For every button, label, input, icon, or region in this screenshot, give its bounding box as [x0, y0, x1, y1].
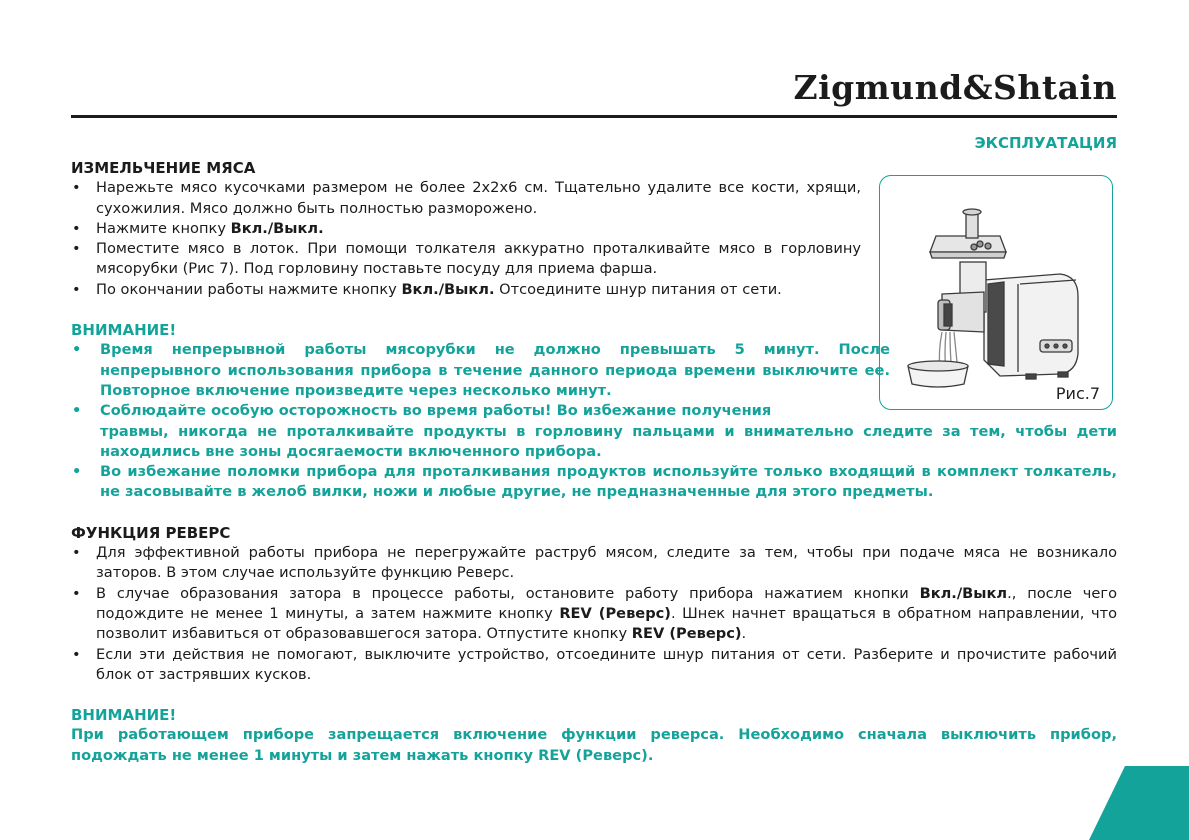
header-rule	[71, 115, 1117, 118]
reverse-warning-text: При работающем приборе запрещается включение функции реверса. Необходимо сначала выключить прибор, подождать не менее 1 минуты и затем нажать кнопку REV (Реверс).	[71, 726, 1117, 764]
list-item: • По окончании работы нажмите кнопку Вкл./Выкл. Отсоедините шнур питания от сети.	[71, 280, 861, 300]
section-label: ЭКСПЛУАТАЦИЯ	[974, 134, 1117, 152]
mincing-steps-list	[71, 178, 861, 300]
list-item: • Если эти действия не помогают, выключите устройство, отсоедините шнур питания от сети. Разберите и прочистите рабочий блок от застрявших кусков.	[71, 645, 1117, 686]
heading-meat-mincing: ИЗМЕЛЬЧЕНИЕ МЯСА	[71, 159, 256, 177]
reverse-steps-list	[71, 543, 1117, 685]
list-item: • Время непрерывной работы мясорубки не должно превышать 5 минут. После непрерывного использования прибора в течение данного периода времени выключите ее. Повторное включение произведите через несколько минут.	[71, 340, 890, 401]
list-item: • Соблюдайте особую осторожность во время работы! Во избежание получения травмы, никогда не проталкивайте продукты в горловину пальцами и внимательно следите за тем, чтобы дети находились вне зоны досягаемости включенного прибора.	[71, 401, 1117, 462]
figure-caption: Рис.7	[1055, 384, 1100, 403]
warning-list	[71, 340, 1117, 502]
heading-warning-2: ВНИМАНИЕ!	[71, 706, 177, 725]
page-corner-decoration	[1089, 766, 1189, 840]
heading-warning: ВНИМАНИЕ!	[71, 321, 177, 340]
list-item: • Во избежание поломки прибора для проталкивания продуктов используйте только входящий в комплект толкатель, не засовывайте в желоб вилки, ножи и любые другие, не предназначенные для этого предметы.	[71, 462, 1117, 503]
heading-reverse-function: ФУНКЦИЯ РЕВЕРС	[71, 523, 231, 542]
main-content	[71, 158, 1117, 766]
list-item: • Нажмите кнопку Вкл./Выкл.	[71, 219, 861, 239]
brand-logo: Zigmund&Shtain	[793, 68, 1117, 107]
list-item: • В случае образования затора в процессе работы, остановите работу прибора нажатием кнопки Вкл./Выкл., после чего подождите не менее 1 минуты, а затем нажмите кнопку REV (Реверс). Шнек начнет вращаться в обратном направлении, что позволит избавиться от образовавшегося затора. Отпустите кнопку REV (Реверс).	[71, 584, 1117, 645]
list-item: • Нарежьте мясо кусочками размером не более 2x2x6 см. Тщательно удалите все кости, хрящи, сухожилия. Мясо должно быть полностью разморожено.	[71, 178, 861, 219]
list-item: • Для эффективной работы прибора не перегружайте раструб мясом, следите за тем, чтобы при подаче мяса не возникало заторов. В этом случае используйте функцию Реверс.	[71, 543, 1117, 584]
list-item: • Поместите мясо в лоток. При помощи толкателя аккуратно проталкивайте мясо в горловину мясорубки (Рис 7). Под горловину поставьте посуду для приема фарша.	[71, 239, 861, 280]
